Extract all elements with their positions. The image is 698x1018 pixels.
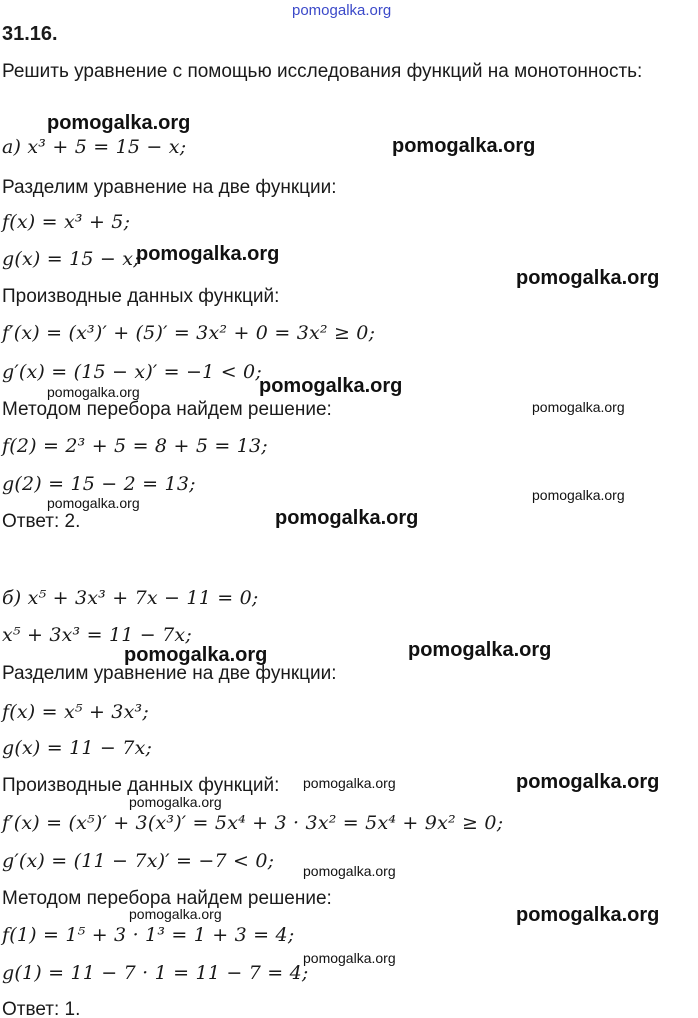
part-a-f-definition: f(x) = x³ + 5;	[2, 211, 131, 233]
part-b-f-value: f(1) = 1⁵ + 3 · 1³ = 1 + 3 = 4;	[2, 924, 295, 946]
part-b-g-derivative: g′(x) = (11 − 7x)′ = −7 < 0;	[2, 850, 275, 872]
part-a-answer: Ответ: 2.	[2, 511, 81, 532]
watermark: pomogalka.org	[303, 863, 396, 879]
task-statement: Решить уравнение с помощью исследования функций на монотонность:	[2, 61, 643, 82]
watermark: pomogalka.org	[516, 904, 660, 926]
part-b-g-definition: g(x) = 11 − 7x;	[2, 737, 153, 759]
part-b-f-derivative: f′(x) = (x⁵)′ + 3(x³)′ = 5x⁴ + 3 · 3x² = 5x⁴ + 9x² ≥ 0;	[2, 812, 504, 834]
watermark: pomogalka.org	[47, 384, 140, 400]
part-b-split-intro: Разделим уравнение на две функции:	[2, 663, 337, 684]
part-b-equation: б) x⁵ + 3x³ + 7x − 11 = 0;	[2, 587, 259, 609]
part-b-rearranged: x⁵ + 3x³ = 11 − 7x;	[2, 624, 192, 646]
watermark: pomogalka.org	[532, 487, 625, 503]
part-a-derivatives-intro: Производные данных функций:	[2, 286, 280, 307]
watermark: pomogalka.org	[129, 794, 222, 810]
part-b-method: Методом перебора найдем решение:	[2, 888, 332, 909]
watermark: pomogalka.org	[516, 771, 660, 793]
watermark: pomogalka.org	[47, 495, 140, 511]
part-a-g-derivative: g′(x) = (15 − x)′ = −1 < 0;	[2, 361, 262, 383]
watermark: pomogalka.org	[275, 507, 419, 529]
watermark: pomogalka.org	[408, 639, 552, 661]
problem-number: 31.16.	[2, 23, 58, 45]
watermark: pomogalka.org	[259, 375, 403, 397]
part-b-g-value: g(1) = 11 − 7 · 1 = 11 − 7 = 4;	[2, 962, 309, 984]
part-a-f-derivative: f′(x) = (x³)′ + (5)′ = 3x² + 0 = 3x² ≥ 0;	[2, 322, 376, 344]
watermark: pomogalka.org	[303, 775, 396, 791]
part-a-equation: а) x³ + 5 = 15 − x;	[2, 136, 187, 158]
watermark: pomogalka.org	[392, 135, 536, 157]
watermark: pomogalka.org	[136, 243, 280, 265]
part-a-split-intro: Разделим уравнение на две функции:	[2, 177, 337, 198]
watermark: pomogalka.org	[124, 644, 268, 666]
watermark: pomogalka.org	[129, 906, 222, 922]
watermark: pomogalka.org	[47, 112, 191, 134]
part-b-f-definition: f(x) = x⁵ + 3x³;	[2, 701, 149, 723]
watermark: pomogalka.org	[532, 399, 625, 415]
part-b-derivatives-intro: Производные данных функций:	[2, 775, 280, 796]
part-a-g-value: g(2) = 15 − 2 = 13;	[2, 473, 196, 495]
top-watermark: pomogalka.org	[292, 2, 392, 19]
part-a-method: Методом перебора найдем решение:	[2, 399, 332, 420]
watermark: pomogalka.org	[516, 267, 660, 289]
part-a-g-definition: g(x) = 15 − x;	[2, 248, 140, 270]
part-a-f-value: f(2) = 2³ + 5 = 8 + 5 = 13;	[2, 435, 268, 457]
watermark: pomogalka.org	[303, 950, 396, 966]
part-b-answer: Ответ: 1.	[2, 999, 81, 1018]
